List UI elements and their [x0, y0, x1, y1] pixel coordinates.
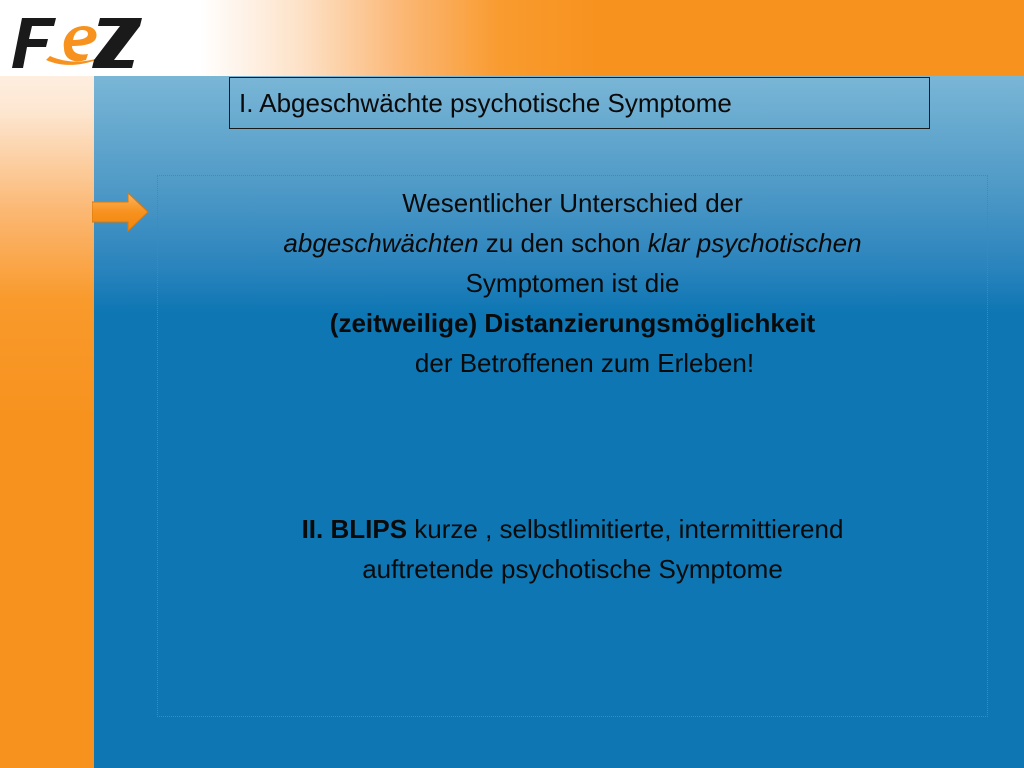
blips-description: kurze , selbstlimitierte, intermittierend [407, 514, 844, 544]
statement-line-4-bold: (zeitweilige) Distanzierungsmöglichkeit [329, 308, 816, 338]
fez-logo [6, 12, 146, 72]
left-orange-band [0, 0, 94, 768]
term-klar-psychotischen: klar psychotischen [647, 228, 862, 258]
blips-label: II. BLIPS [301, 514, 408, 544]
statement-connector: zu den schon [478, 228, 648, 258]
slide-title: I. Abgeschwächte psychotische Symptome [239, 87, 732, 118]
term-abgeschwaechten: abgeschwächten [283, 228, 479, 258]
statement-line-5: der Betroffenen zum Erleben! [414, 348, 755, 378]
content-box [157, 175, 988, 717]
arrow-right-icon [92, 192, 150, 232]
statement-line-1: Wesentlicher Unterschied der [402, 188, 743, 218]
statement-line-2 [158, 223, 987, 263]
main-statement [158, 183, 987, 383]
blips-line-1 [158, 509, 987, 549]
title-box [229, 77, 930, 129]
statement-line-3: Symptomen ist die [465, 268, 680, 298]
blips-statement [158, 509, 987, 589]
blips-line-2: auftretende psychotische Symptome [362, 554, 783, 584]
top-orange-band [0, 0, 1024, 76]
